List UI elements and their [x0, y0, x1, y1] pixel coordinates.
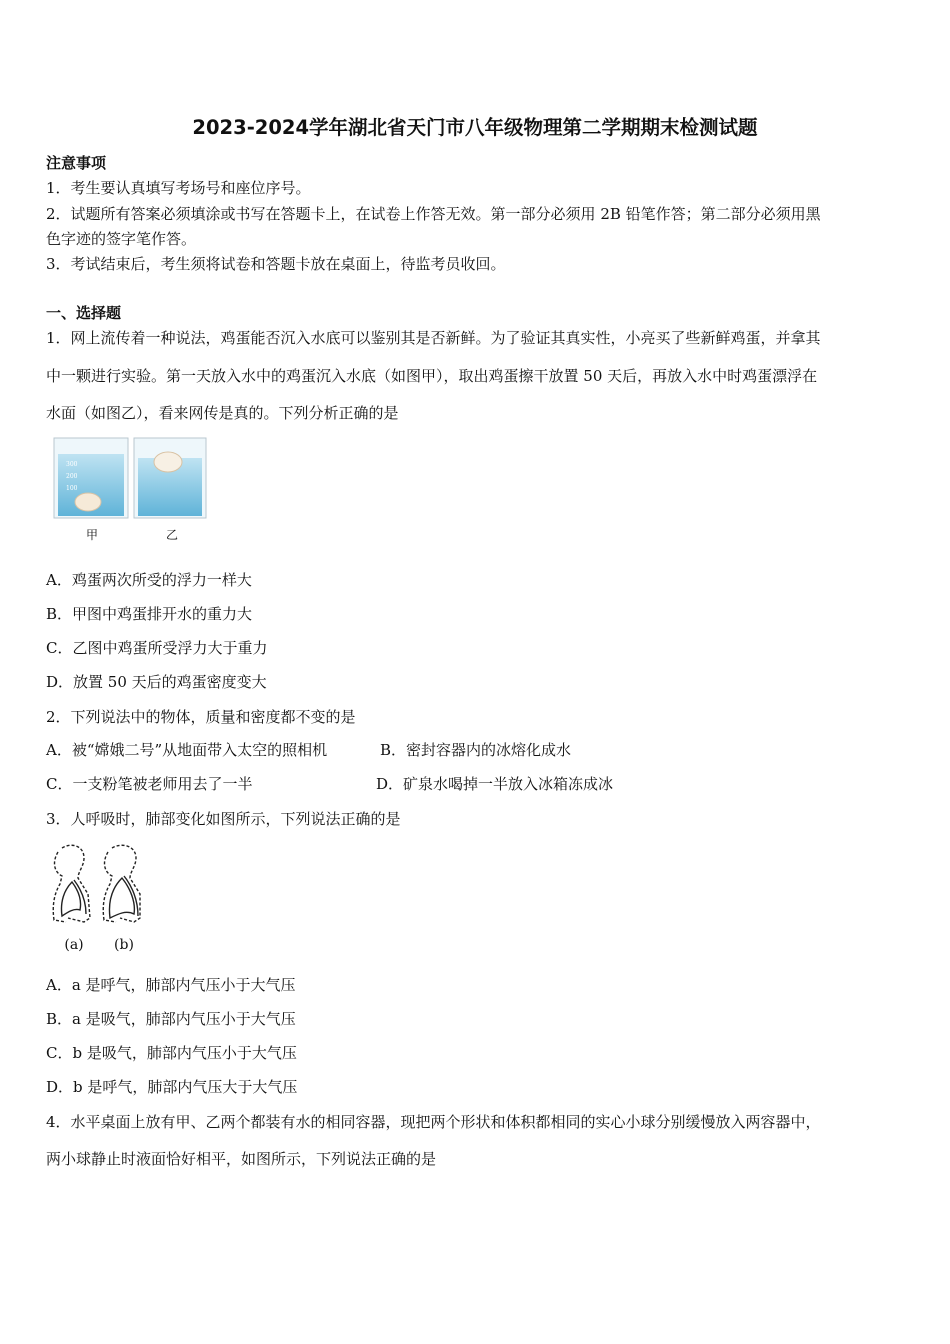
- q1-stem-line-1: 1．网上流传着一种说法，鸡蛋能否沉入水底可以鉴别其是否新鲜。为了验证其真实性，小亮买了些新鲜鸡蛋，并拿其: [46, 329, 821, 347]
- notice-item-3: 3．考试结束后，考生须将试卷和答题卡放在桌面上，待监考员收回。: [46, 255, 506, 273]
- q1-egg-figure: [52, 436, 208, 522]
- beaker-yi: [134, 438, 206, 518]
- egg-floating: [154, 452, 182, 472]
- lung-b: [103, 845, 140, 922]
- q3-fig-label-a: (a): [64, 937, 84, 953]
- notice-item-2: 2．试题所有答案必须填涂或书写在答题卡上，在试卷上作答无效。第一部分必须用 2B 铅笔作答；第二部分必须用黑: [46, 205, 821, 223]
- notice-item-1: 1．考生要认真填写考场号和座位序号。: [46, 179, 311, 197]
- egg-sunk: [75, 493, 101, 511]
- beaker-mark: 300: [66, 461, 78, 468]
- q3-fig-label-b: (b): [114, 937, 134, 953]
- q3-stem: 3．人呼吸时，肺部变化如图所示，下列说法正确的是: [46, 810, 401, 828]
- q1-option-a: A．鸡蛋两次所受的浮力一样大: [46, 571, 252, 589]
- beaker-jia: [54, 438, 128, 518]
- notice-item-2-cont: 色字迹的签字笔作答。: [46, 230, 197, 248]
- section-heading: 一、选择题: [46, 304, 122, 322]
- beaker-mark: 200: [66, 473, 78, 480]
- q2-stem: 2．下列说法中的物体，质量和密度都不变的是: [46, 708, 356, 726]
- page-title: 2023-2024学年湖北省天门市八年级物理第二学期期末检测试题: [192, 116, 758, 139]
- q2-option-d: D．矿泉水喝掉一半放入冰箱冻成冰: [376, 775, 614, 793]
- q3-option-c: C．b 是吸气，肺部内气压小于大气压: [46, 1044, 297, 1062]
- q1-stem-line-3: 水面（如图乙），看来网传是真的。下列分析正确的是: [46, 404, 399, 422]
- q2-option-b: B．密封容器内的冰熔化成水: [380, 741, 572, 759]
- q1-option-d: D．放置 50 天后的鸡蛋密度变大: [46, 673, 267, 691]
- q3-option-d: D．b 是呼气，肺部内气压大于大气压: [46, 1078, 298, 1096]
- beaker-mark: 100: [66, 485, 78, 492]
- q2-option-c: C．一支粉笔被老师用去了一半: [46, 775, 253, 793]
- q4-stem-line-2: 两小球静止时液面恰好相平，如图所示，下列说法正确的是: [46, 1150, 437, 1168]
- q1-fig-label-yi: 乙: [165, 528, 178, 542]
- q4-stem-line-1: 4．水平桌面上放有甲、乙两个都装有水的相同容器，现把两个形状和体积都相同的实心小球分别缓慢放入两容器中，: [46, 1113, 821, 1131]
- q1-option-c: C．乙图中鸡蛋所受浮力大于重力: [46, 639, 268, 657]
- q1-fig-label-jia: 甲: [85, 528, 98, 542]
- q1-stem-line-2: 中一颗进行实验。第一天放入水中的鸡蛋沉入水底（如图甲），取出鸡蛋擦干放置 50 天后，再放入水中时鸡蛋漂浮在: [46, 367, 818, 385]
- q2-option-a: A．被“嫦娥二号”从地面带入太空的照相机: [46, 741, 328, 759]
- q1-option-b: B．甲图中鸡蛋排开水的重力大: [46, 605, 253, 623]
- q3-option-b: B．a 是吸气，肺部内气压小于大气压: [46, 1010, 296, 1028]
- notice-heading: 注意事项: [46, 154, 107, 172]
- q3-lung-figure: [50, 842, 146, 938]
- lung-a: [53, 845, 90, 922]
- q3-option-a: A．a 是呼气，肺部内气压小于大气压: [46, 976, 296, 994]
